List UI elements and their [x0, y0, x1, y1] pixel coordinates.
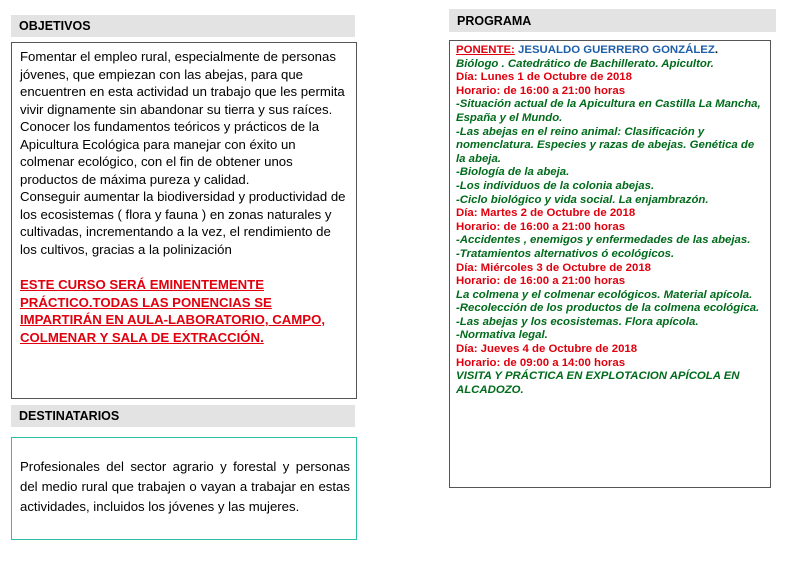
programa-topic-line: -Accidentes , enemigos y enfermedades de las abejas. [456, 234, 751, 247]
programa-schedule-line: Horario: de 09:00 a 14:00 horas [456, 356, 626, 369]
programa-schedule-line: Día: Martes 2 de Octubre de 2018 [456, 207, 636, 220]
objetivos-warning: ESTE CURSO SERÁ EMINENTEMENTE PRÁCTICO.TODAS LAS PONENCIAS SE IMPARTIRÁN EN AULA-LABORATORIO, CAMPO, COLMENAR Y SALA DE EXTRACCIÓN. [20, 277, 326, 345]
programa-topic-line: -Normativa legal. [456, 329, 548, 342]
objetivos-paragraph: Fomentar el empleo rural, especialmente de personas jóvenes, que empiezan con las abejas, para que encuentren en esta actividad un trabajo que les permita vivir dignamente sin abandonar su tierra y sus raíces. [20, 49, 345, 117]
ponente-line [456, 44, 764, 58]
programa-schedule-line: Horario: de 16:00 a 21:00 horas [456, 220, 626, 233]
ponente-dot: . [714, 44, 719, 56]
destinatarios-box [11, 437, 357, 540]
objetivos-paragraph: Conocer los fundamentos teóricos y prácticos de la Apicultura Ecológica para manejar con éxito un colmenar ecológico, con el fin de obtener unos productos de máxima pureza y calidad. [20, 119, 320, 187]
programa-topic-line: -Situación actual de la Apicultura en Castilla La Mancha, España y el Mundo. [456, 98, 761, 124]
programa-topic-line: -Tratamientos alternativos ó ecológicos. [456, 247, 675, 260]
destinatarios-title: DESTINATARIOS [19, 409, 120, 423]
ponente-bio: Biólogo . Catedrático de Bachillerato. Apicultor. [456, 57, 714, 70]
objetivos-title: OBJETIVOS [19, 19, 91, 33]
destinatarios-text: Profesionales del sector agrario y forestal y personas del medio rural que trabajen o vayan a trabajar en estas actividades, incluidos los jóvenes y las mujeres. [20, 459, 350, 514]
objetivos-box [11, 42, 357, 399]
programa-topic-line: -Recolección de los productos de la colmena ecológica. [456, 302, 760, 315]
programa-topic-line: -Ciclo biológico y vida social. La enjambrazón. [456, 193, 709, 206]
programa-box [449, 40, 771, 488]
programa-topic-line: -Las abejas en el reino animal: Clasificación y nomenclatura. Especies y razas de abejas. Genética de la abeja. [456, 125, 755, 165]
programa-topic-line: -Los individuos de la colonia abejas. [456, 179, 655, 192]
programa-topic-line: -Biología de la abeja. [456, 166, 570, 179]
objetivos-header [11, 15, 355, 37]
programa-schedule-line: Horario: de 16:00 a 21:00 horas [456, 275, 626, 288]
destinatarios-header [11, 405, 355, 427]
objetivos-paragraph: Conseguir aumentar la biodiversidad y productividad de los ecosistemas ( flora y fauna ) en zonas naturales y cultivadas, incrementando a la vez, el rendimiento de los cultivos, gracias a la polinización [20, 189, 346, 257]
programa-schedule-line: Día: Lunes 1 de Octubre de 2018 [456, 71, 632, 84]
programa-topic-line: -Las abejas y los ecosistemas. Flora apícola. [456, 315, 699, 328]
programa-schedule-line: Día: Miércoles 3 de Octubre de 2018 [456, 261, 651, 274]
programa-schedule-line: Horario: de 16:00 a 21:00 horas [456, 84, 626, 97]
ponente-name: JESUALDO GUERRERO GONZÁLEZ [518, 44, 715, 56]
programa-header [449, 9, 776, 32]
programa-title: PROGRAMA [457, 13, 532, 28]
programa-schedule-line: Día: Jueves 4 de Octubre de 2018 [456, 343, 638, 356]
programa-topic-line: La colmena y el colmenar ecológicos. Material apícola. [456, 288, 753, 301]
programa-topic-line: VISITA Y PRÁCTICA EN EXPLOTACION APÍCOLA EN ALCADOZO. [456, 370, 740, 396]
programa-lines [456, 71, 764, 397]
ponente-label: PONENTE: [456, 44, 515, 56]
